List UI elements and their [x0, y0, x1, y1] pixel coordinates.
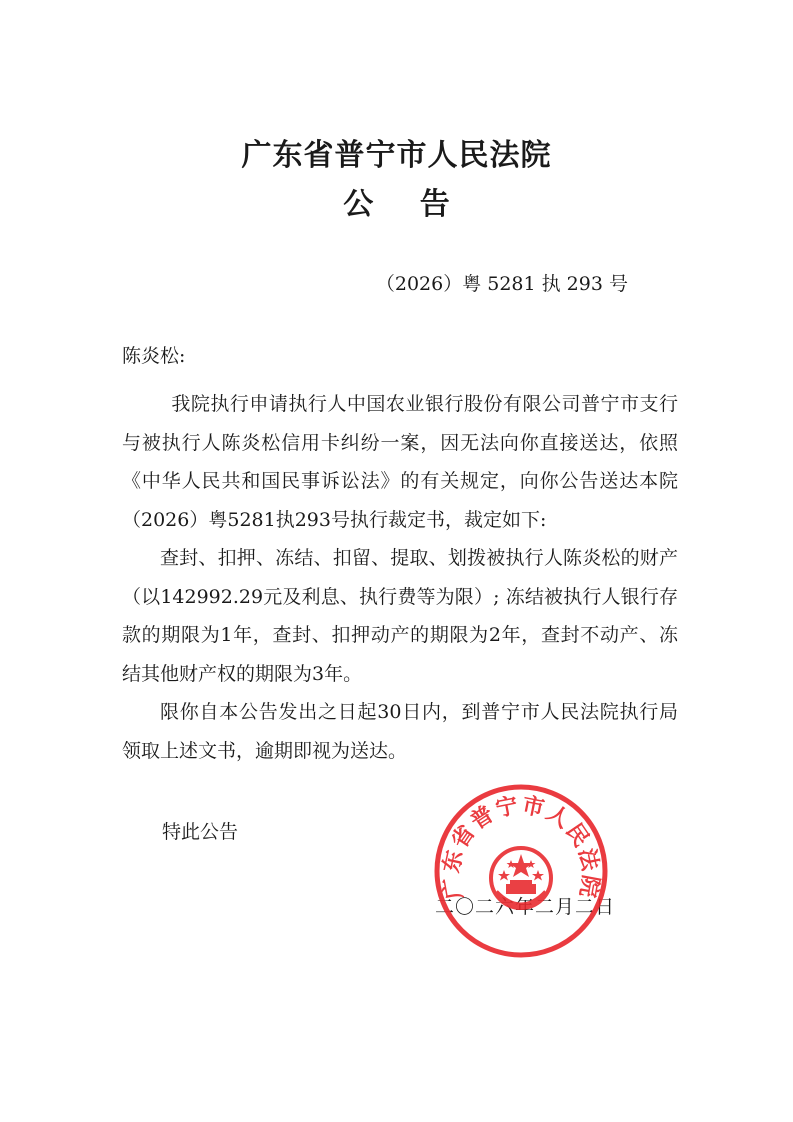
issue-date: 二〇二六年二月二日: [435, 896, 616, 918]
paragraph-service: 我院执行申请执行人中国农业银行股份有限公司普宁市支行与被执行人陈炎松信用卡纠纷一案，因无法向你直接送达，依照《中华人民共和国民事诉讼法》的有关规定，向你公告送达本院（2026）粤5281执293号执行裁定书，裁定如下:: [122, 393, 678, 531]
notice-body: [122, 385, 678, 770]
case-number: （2026）粤 5281 执 293 号: [375, 273, 628, 295]
national-emblem-icon: [491, 848, 551, 908]
document-type-title: 公 告: [343, 187, 468, 222]
closing-line: 特此公告: [162, 821, 239, 843]
court-seal-stamp: [432, 782, 610, 960]
court-title: 广东省普宁市人民法院: [241, 138, 552, 173]
seal-text: 广东省普宁市人民法院: [438, 792, 604, 902]
addressee: 陈炎松:: [122, 345, 186, 367]
paragraph-ruling: 查封、扣押、冻结、扣留、提取、划拨被执行人陈炎松的财产（以142992.29元及利息、执行费等为限）; 冻结被执行人银行存款的期限为1年，查封、扣押动产的期限为2年，查封不动产、冻结其他财产权的期限为3年。: [122, 547, 678, 685]
paragraph-deadline: 限你自本公告发出之日起30日内，到普宁市人民法院执行局领取上述文书，逾期即视为送达。: [122, 701, 678, 762]
